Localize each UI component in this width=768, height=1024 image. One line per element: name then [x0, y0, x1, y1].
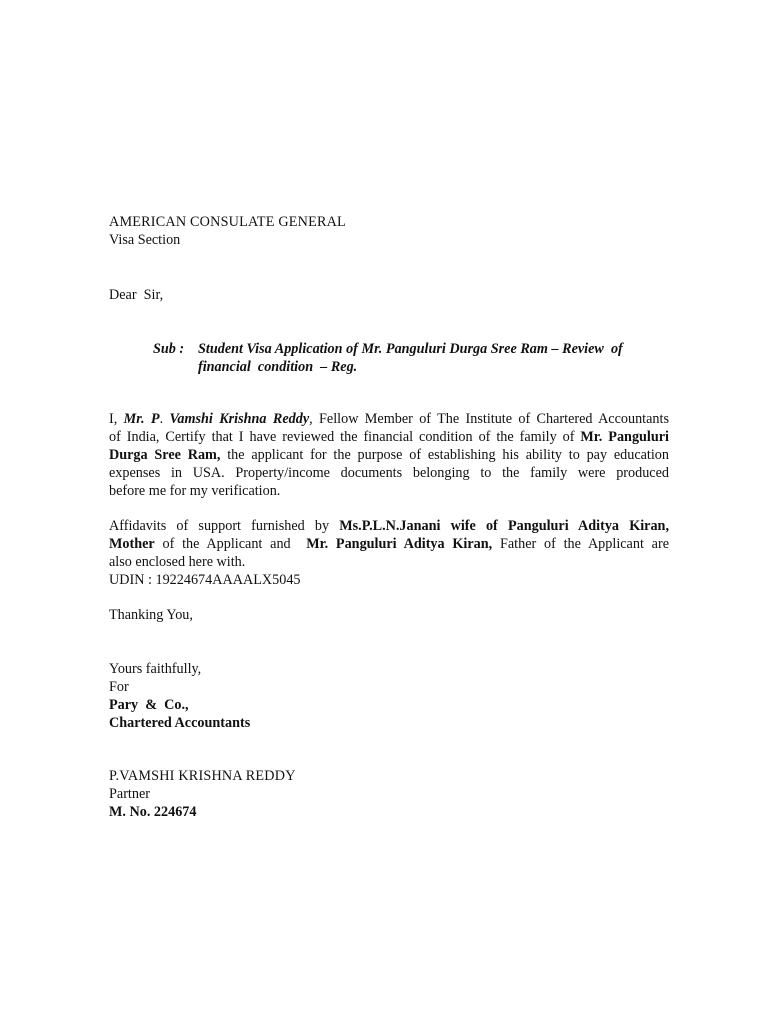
membership-number: M. No. 224674 [109, 804, 197, 820]
mother-name: Ms.P.L.N.Janani wife of Panguluri Aditya Kiran, [339, 518, 669, 534]
text-run: expenses in USA. Property/income documents belonging to the family were produced [109, 465, 669, 481]
affidavit-line-2 [109, 535, 669, 553]
subject-label: Sub : [153, 341, 185, 357]
affidavit-paragraph [109, 517, 669, 589]
certifier-title: Mr. P [123, 411, 160, 427]
addressee-title: AMERICAN CONSULATE GENERAL [109, 214, 346, 230]
subject-block [153, 340, 653, 380]
certification-line-3 [109, 446, 669, 464]
closing-block [109, 660, 669, 732]
certification-line-1 [109, 410, 669, 428]
affidavit-line-1 [109, 517, 669, 535]
subject-line-1: Student Visa Application of Mr. Panguluri Durga Sree Ram – Review of [198, 341, 623, 357]
text-run: before me for my verification. [109, 483, 281, 499]
firm-name: Pary & Co., [109, 697, 189, 713]
udin-line [109, 571, 669, 589]
text-run: also enclosed here with. [109, 554, 246, 570]
text-run: , Fellow Member of The Institute of Chartered Accountants [309, 411, 669, 427]
certifier-name: Vamshi Krishna Reddy [169, 411, 310, 427]
text-run: the applicant for the purpose of establishing his ability to pay education [220, 447, 669, 463]
certification-paragraph [109, 410, 669, 500]
firm-type: Chartered Accountants [109, 715, 251, 731]
signatory-role: Partner [109, 786, 150, 802]
signatory-block [109, 767, 669, 821]
father-name: Mr. Panguluri Aditya Kiran, [306, 536, 493, 552]
certification-line-2 [109, 428, 669, 446]
addressee-block [109, 213, 669, 249]
text-run: of the Applicant and [154, 536, 307, 552]
subject-line-2: financial condition – Reg. [198, 359, 358, 375]
certification-line-5 [109, 482, 669, 500]
mother-label: Mother [109, 536, 155, 552]
applicant-name-part: Durga Sree Ram, [109, 447, 221, 463]
addressee-section: Visa Section [109, 232, 181, 248]
text-run: I, [109, 411, 124, 427]
salutation-block [109, 286, 669, 304]
text-run: Affidavits of support furnished by [109, 518, 340, 534]
certification-line-4 [109, 464, 669, 482]
applicant-name-part: Mr. Panguluri [580, 429, 669, 445]
affidavit-line-3 [109, 553, 669, 571]
thanks-block [109, 606, 669, 624]
text-run: . [159, 411, 170, 427]
udin-number: UDIN : 19224674AAAALX5045 [109, 572, 301, 588]
signatory-name: P.VAMSHI KRISHNA REDDY [109, 768, 296, 784]
subject-text [198, 340, 653, 376]
closing-for: For [109, 679, 129, 695]
thanks-text: Thanking You, [109, 607, 193, 623]
closing-yours: Yours faithfully, [109, 661, 202, 677]
text-run: of India, Certify that I have reviewed the financial condition of the family of [109, 429, 581, 445]
salutation: Dear Sir, [109, 287, 164, 303]
text-run: Father of the Applicant are [492, 536, 669, 552]
